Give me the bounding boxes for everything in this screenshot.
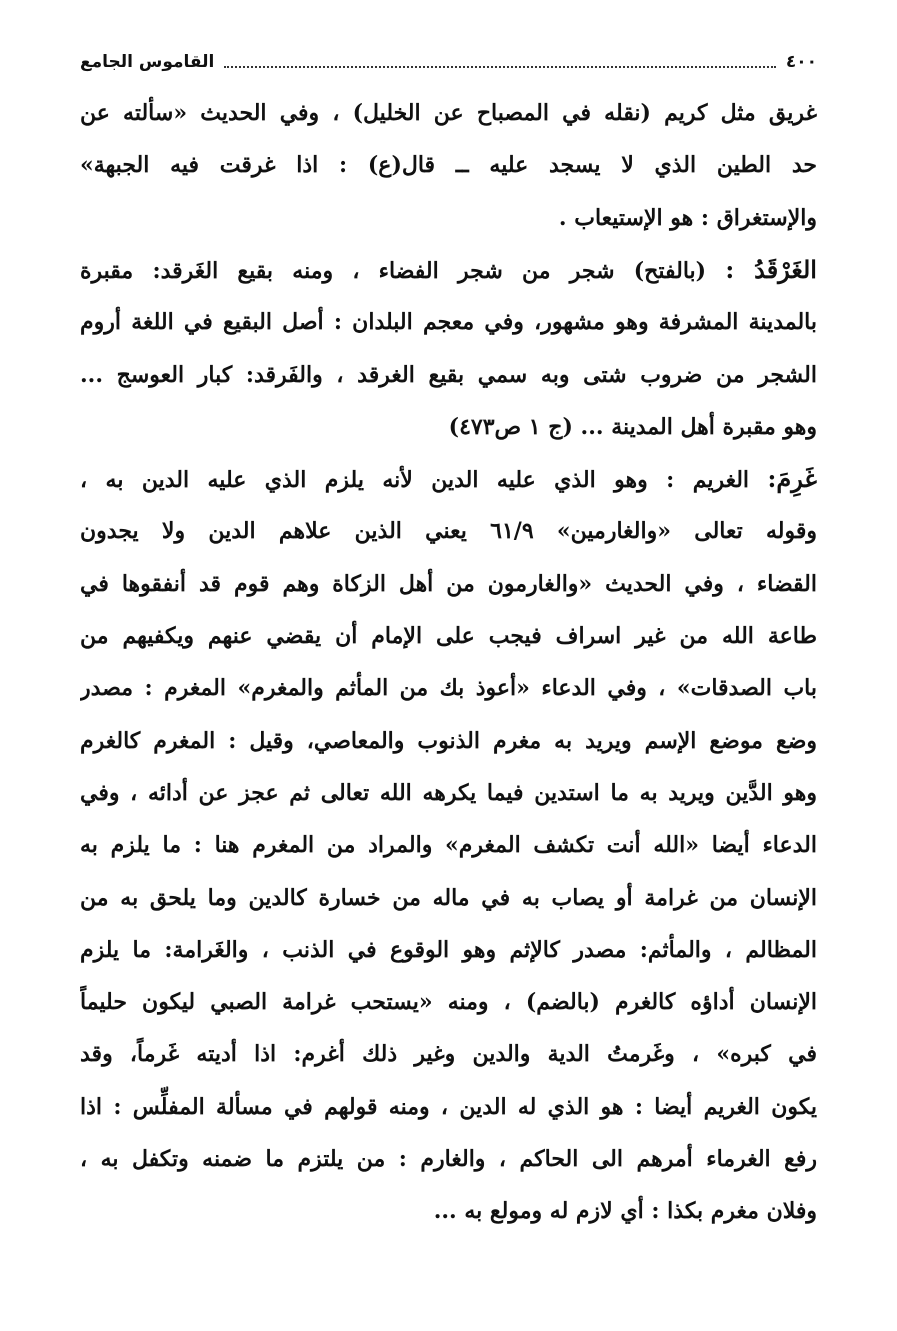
entry-headword-line	[80, 458, 817, 500]
line-text: القضاء ، وفي الحديث «والغارمون من أهل الزكاة وهم قوم قد أنفقوها في	[80, 570, 817, 597]
entry-headword: الغَرْقَدُ :	[725, 254, 817, 284]
line-text: يكون الغريم أيضا : هو الذي له الدين ، ومنه قولهم في مسألة المفلِّس : اذا	[80, 1093, 817, 1120]
text-line	[80, 720, 817, 762]
text-line	[80, 1086, 817, 1128]
line-text: وهو مقبرة أهل المدينة ... (ج ١ ص٤٧٣)	[448, 413, 817, 440]
line-text: رفع الغرماء أمرهم الى الحاكم ، والغارم : من يلتزم ما ضمنه وتكفل به ،	[80, 1146, 817, 1172]
line-text: وقوله تعالى «والغارمين» ٦١/٩ يعني الذين علاهم الدين ولا يجدون	[80, 518, 817, 545]
text-line	[80, 667, 817, 709]
line-text: الدعاء أيضا «الله أنت تكشف المغرم» والمراد من المغرم هنا : ما يلزم به	[80, 832, 817, 859]
running-header	[80, 30, 817, 72]
text-line	[80, 772, 817, 814]
line-text: غريق مثل كريم (نقله في المصباح عن الخليل) ، وفي الحديث «سألته عن	[80, 100, 817, 126]
line-text: في كبره» ، وغَرمتُ الدية والدين وغير ذلك أغرم: اذا أديته غَرماً، وقد	[80, 1041, 817, 1068]
book-page	[80, 30, 817, 1310]
entry-headword: غَرِمَ:	[767, 464, 817, 494]
entry-headword-line	[80, 249, 817, 291]
line-text: بالمدينة المشرفة وهو مشهور، وفي معجم البلدان : أصل البقيع في اللغة أروم	[80, 309, 817, 336]
text-line	[80, 197, 817, 239]
text-line	[80, 301, 817, 343]
line-text: حد الطين الذي لا يسجد عليه ــ قال(ع) : اذا غرقت فيه الجبهة»	[80, 152, 817, 179]
line-text: باب الصدقات» ، وفي الدعاء «أعوذ بك من المأثم والمغرم» المغرم : مصدر	[80, 675, 817, 702]
line-text: وضع موضع الإسم ويريد به مغرم الذنوب والمعاصي، وقيل : المغرم كالغرم	[80, 727, 817, 754]
line-text: الإنسان أداؤه كالغرم (بالضم) ، ومنه «يستحب غرامة الصبي ليكون حليماً	[80, 989, 817, 1016]
line-text: الغريم : وهو الذي عليه الدين لأنه يلزم الذي عليه الدين به ،	[80, 467, 750, 494]
page-number: ٤٠٠	[785, 52, 817, 72]
text-line	[80, 615, 817, 657]
line-text: طاعة الله من غير اسراف فيجب على الإمام أن يقضي عنهم ويكفيهم من	[80, 623, 817, 649]
line-text: المظالم ، والمأثم: مصدر كالإثم وهو الوقوع في الذنب ، والغَرامة: ما يلزم	[80, 936, 817, 963]
line-text: والإستغراق : هو الإستيعاب .	[558, 204, 817, 231]
text-line	[80, 1138, 817, 1180]
text-line	[80, 563, 817, 605]
text-line	[80, 1033, 817, 1075]
line-text: الإنسان من غرامة أو يصاب به في ماله من خسارة كالدين وما يلحق به من	[80, 884, 817, 911]
line-text: وفلان مغرم بكذا : أي لازم له ومولع به ...	[433, 1198, 817, 1225]
text-line	[80, 1190, 817, 1232]
text-line	[80, 510, 817, 552]
text-line	[80, 144, 817, 186]
text-line	[80, 981, 817, 1023]
text-line	[80, 354, 817, 396]
text-line	[80, 824, 817, 866]
text-line	[80, 929, 817, 971]
line-text: (بالفتح) شجر من شجر الفضاء ، ومنه بقيع الغَرقد: مقبرة	[80, 257, 707, 284]
book-title: القاموس الجامع	[80, 52, 215, 72]
text-line	[80, 406, 817, 448]
line-text: وهو الدَّين ويريد به ما استدين فيما يكرهه الله تعالى ثم عجز عن أدائه ، وفي	[80, 779, 817, 806]
text-line	[80, 92, 817, 134]
line-text: الشجر من ضروب شتى وبه سمي بقيع الغرقد ، والفَرقد: كبار العوسج ...	[80, 361, 817, 388]
header-dot-leader	[224, 65, 775, 68]
text-line	[80, 877, 817, 919]
